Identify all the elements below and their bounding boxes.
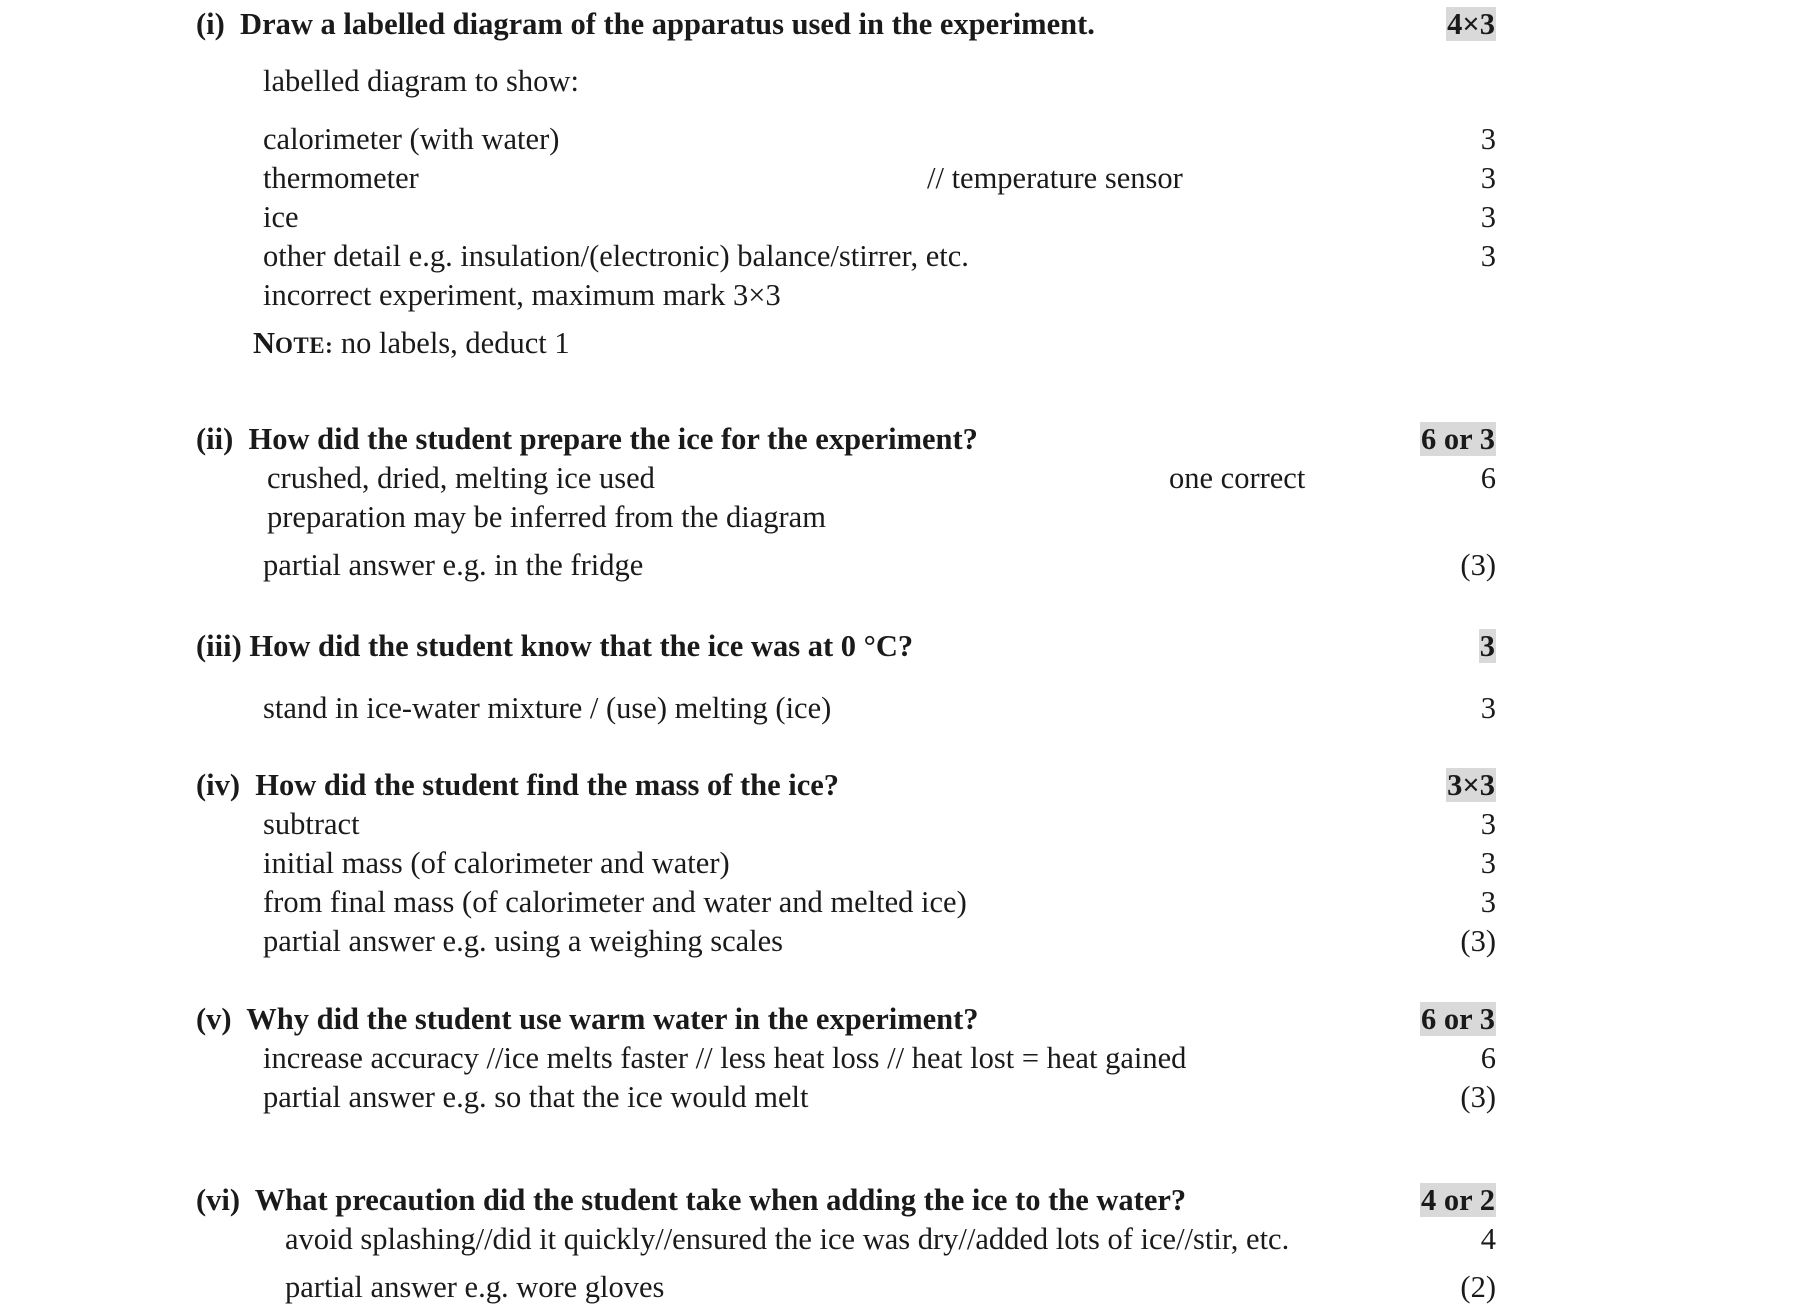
answer-line: from final mass (of calorimeter and water and melted ice) bbox=[263, 885, 967, 919]
question-heading bbox=[196, 6, 1496, 43]
question-number: (ii) bbox=[196, 422, 234, 456]
line-mark: 3 bbox=[1480, 161, 1496, 195]
question-title: How did the student know that the ice was at 0 °C? bbox=[249, 629, 914, 663]
line-mark: 3 bbox=[1480, 122, 1496, 156]
question-total-marks: 3×3 bbox=[1447, 768, 1495, 802]
question-heading bbox=[196, 767, 1496, 804]
answer-line: calorimeter (with water) bbox=[263, 122, 560, 156]
answer-line: crushed, dried, melting ice used bbox=[267, 461, 655, 495]
line-mark: 3 bbox=[1480, 885, 1496, 919]
answer-line: thermometer bbox=[263, 161, 419, 195]
answer-line: incorrect experiment, maximum mark 3×3 bbox=[263, 278, 781, 312]
answer-line: other detail e.g. insulation/(electronic) balance/stirrer, etc. bbox=[263, 239, 969, 273]
question-heading bbox=[196, 1001, 1496, 1038]
line-mark: 3 bbox=[1480, 200, 1496, 234]
question-title: Draw a labelled diagram of the apparatus used in the experiment. bbox=[240, 7, 1095, 41]
answer-intro: labelled diagram to show: bbox=[263, 64, 579, 98]
question-total-marks: 6 or 3 bbox=[1421, 1002, 1495, 1036]
question-number: (iii) bbox=[196, 629, 242, 663]
answer-line: partial answer e.g. in the fridge bbox=[263, 548, 644, 582]
answer-line: avoid splashing//did it quickly//ensured the ice was dry//added lots of ice//stir, etc. bbox=[285, 1222, 1290, 1256]
question-number: (v) bbox=[196, 1002, 232, 1036]
answer-line: preparation may be inferred from the diagram bbox=[267, 500, 826, 534]
line-mark: 4 bbox=[1480, 1222, 1496, 1256]
question-title: Why did the student use warm water in the experiment? bbox=[246, 1002, 979, 1036]
question-title: How did the student find the mass of the ice? bbox=[255, 768, 840, 802]
question-total-marks: 4 or 2 bbox=[1421, 1183, 1495, 1217]
answer-line: subtract bbox=[263, 807, 360, 841]
alternative-answer: // temperature sensor bbox=[927, 161, 1183, 195]
line-mark: (3) bbox=[1460, 548, 1496, 582]
question-total-marks: 4×3 bbox=[1447, 7, 1495, 41]
line-mark: 3 bbox=[1480, 807, 1496, 841]
question-total-marks: 3 bbox=[1479, 629, 1495, 663]
marking-remark: one correct bbox=[1169, 461, 1306, 495]
line-mark: 3 bbox=[1480, 691, 1496, 725]
line-mark: 6 bbox=[1480, 1041, 1496, 1075]
line-mark: 3 bbox=[1480, 846, 1496, 880]
question-number: (i) bbox=[196, 7, 225, 41]
question-heading bbox=[196, 421, 1496, 458]
question-number: (iv) bbox=[196, 768, 241, 802]
question-title: How did the student prepare the ice for the experiment? bbox=[248, 422, 978, 456]
answer-line: increase accuracy //ice melts faster // less heat loss // heat lost = heat gained bbox=[263, 1041, 1187, 1075]
answer-line: partial answer e.g. using a weighing scales bbox=[263, 924, 784, 958]
question-heading bbox=[196, 1182, 1496, 1219]
line-mark: 3 bbox=[1480, 239, 1496, 273]
line-mark: (2) bbox=[1460, 1270, 1496, 1304]
question-heading bbox=[196, 628, 1496, 665]
answer-line: partial answer e.g. so that the ice would melt bbox=[263, 1080, 809, 1114]
answer-line: stand in ice-water mixture / (use) melting (ice) bbox=[263, 691, 832, 725]
line-mark: (3) bbox=[1460, 924, 1496, 958]
answer-line: ice bbox=[263, 200, 299, 234]
marking-note: NOTE: no labels, deduct 1 bbox=[253, 326, 570, 360]
answer-line: initial mass (of calorimeter and water) bbox=[263, 846, 730, 880]
question-number: (vi) bbox=[196, 1183, 241, 1217]
line-mark: (3) bbox=[1460, 1080, 1496, 1114]
question-total-marks: 6 or 3 bbox=[1421, 422, 1495, 456]
question-title: What precaution did the student take when adding the ice to the water? bbox=[254, 1183, 1187, 1217]
answer-line: partial answer e.g. wore gloves bbox=[285, 1270, 665, 1304]
line-mark: 6 bbox=[1480, 461, 1496, 495]
